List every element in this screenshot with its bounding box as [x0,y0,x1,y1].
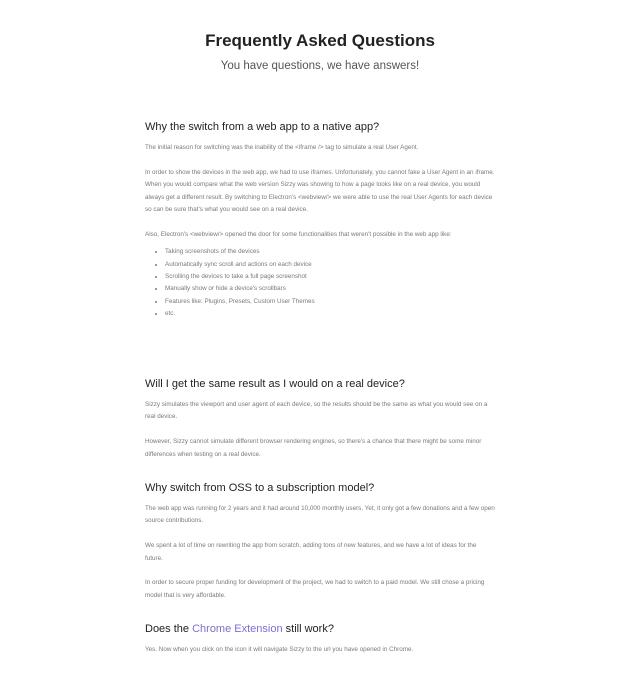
paragraph-spacer [145,528,495,540]
faq-question: Why the switch from a web app to a native app? [145,121,380,133]
faq-answer-paragraph: The web app was running for 2 years and it had around 10,000 monthly users. Yet, it only got a few donations and a few open source contributions. [145,505,495,525]
faq-answer-paragraph: In order to secure proper funding for development of the project, we had to switch to a paid model. We still chose a pricing model that is very affordable. [145,579,485,599]
page-title: Frequently Asked Questions [205,31,435,50]
faq-question: Why switch from OSS to a subscription model? [145,482,375,494]
list-item: • Manually show or hide a device's scrollbars [165,283,495,295]
faq-question-suffix: still work? [282,623,334,635]
list-item: • Taking screenshots of the devices [165,246,495,258]
paragraph-spacer [145,565,495,577]
faq-answer-paragraph: Yes. Now when you click on the icon it will navigate Sizzy to the url you have opened in Chrome. [145,646,414,653]
faq-answer-paragraph: We spent a lot of time on rewriting the app from scratch, adding tons of new features, and we have a lot of ideas for the future. [145,542,477,562]
faq-answer-paragraph: In order to show the devices in the web app, we had to use iframes. Unfortunately, you cannot fake a User Agent in an iframe. When you would compare what the web version Sizzy was showing to how a page looks like on a real device, you would always get a different result. By switching to Electron's <webview/> we were able to use the real User Agents for each device so can be sure that's what you would see on a real device. [145,168,495,214]
faq-question: Will I get the same result as I would on a real device? [145,378,405,390]
faq-answer-paragraph: Sizzy simulates the viewport and user agent of each device, so the results should be the same as what you would see on a real device. [145,401,488,421]
list-item: • etc. [165,308,495,320]
feature-list [145,246,495,320]
faq-item-native-app [145,120,495,321]
faq-answer [145,644,495,656]
faq-item-real-device [145,377,495,461]
faq-question [145,622,495,636]
paragraph-spacer [145,424,495,436]
list-item: • Scrolling the devices to take a full page screenshot [165,271,495,283]
page-subtitle: You have questions, we have answers! [220,60,420,72]
faq-answer [145,503,495,602]
chrome-extension-link[interactable]: Chrome Extension [192,623,283,635]
faq-answer [145,142,495,321]
faq-answer [145,399,495,461]
paragraph-spacer [145,154,495,166]
list-item: • Automatically sync scroll and actions on each device [165,259,495,271]
faq-item-chrome-extension [145,622,495,656]
faq-item-subscription [145,481,495,602]
faq-answer-paragraph: However, Sizzy cannot simulate different browser rendering engines, so there's a chance that there might be some minor differences when testing on a real device. [145,438,482,458]
paragraph-spacer [145,216,495,228]
faq-question-prefix: Does the [145,623,193,635]
list-item: • Features like: Plugins, Presets, Custom User Themes [165,296,495,308]
faq-header [0,30,640,74]
faq-answer-paragraph: Also, Electron's <webview/> opened the door for some functionalities that weren't possible in the web app like: [145,230,452,238]
faq-answer-paragraph: The initial reason for switching was the inability of the <iframe /> tag to simulate a real User Agent. [145,144,419,151]
